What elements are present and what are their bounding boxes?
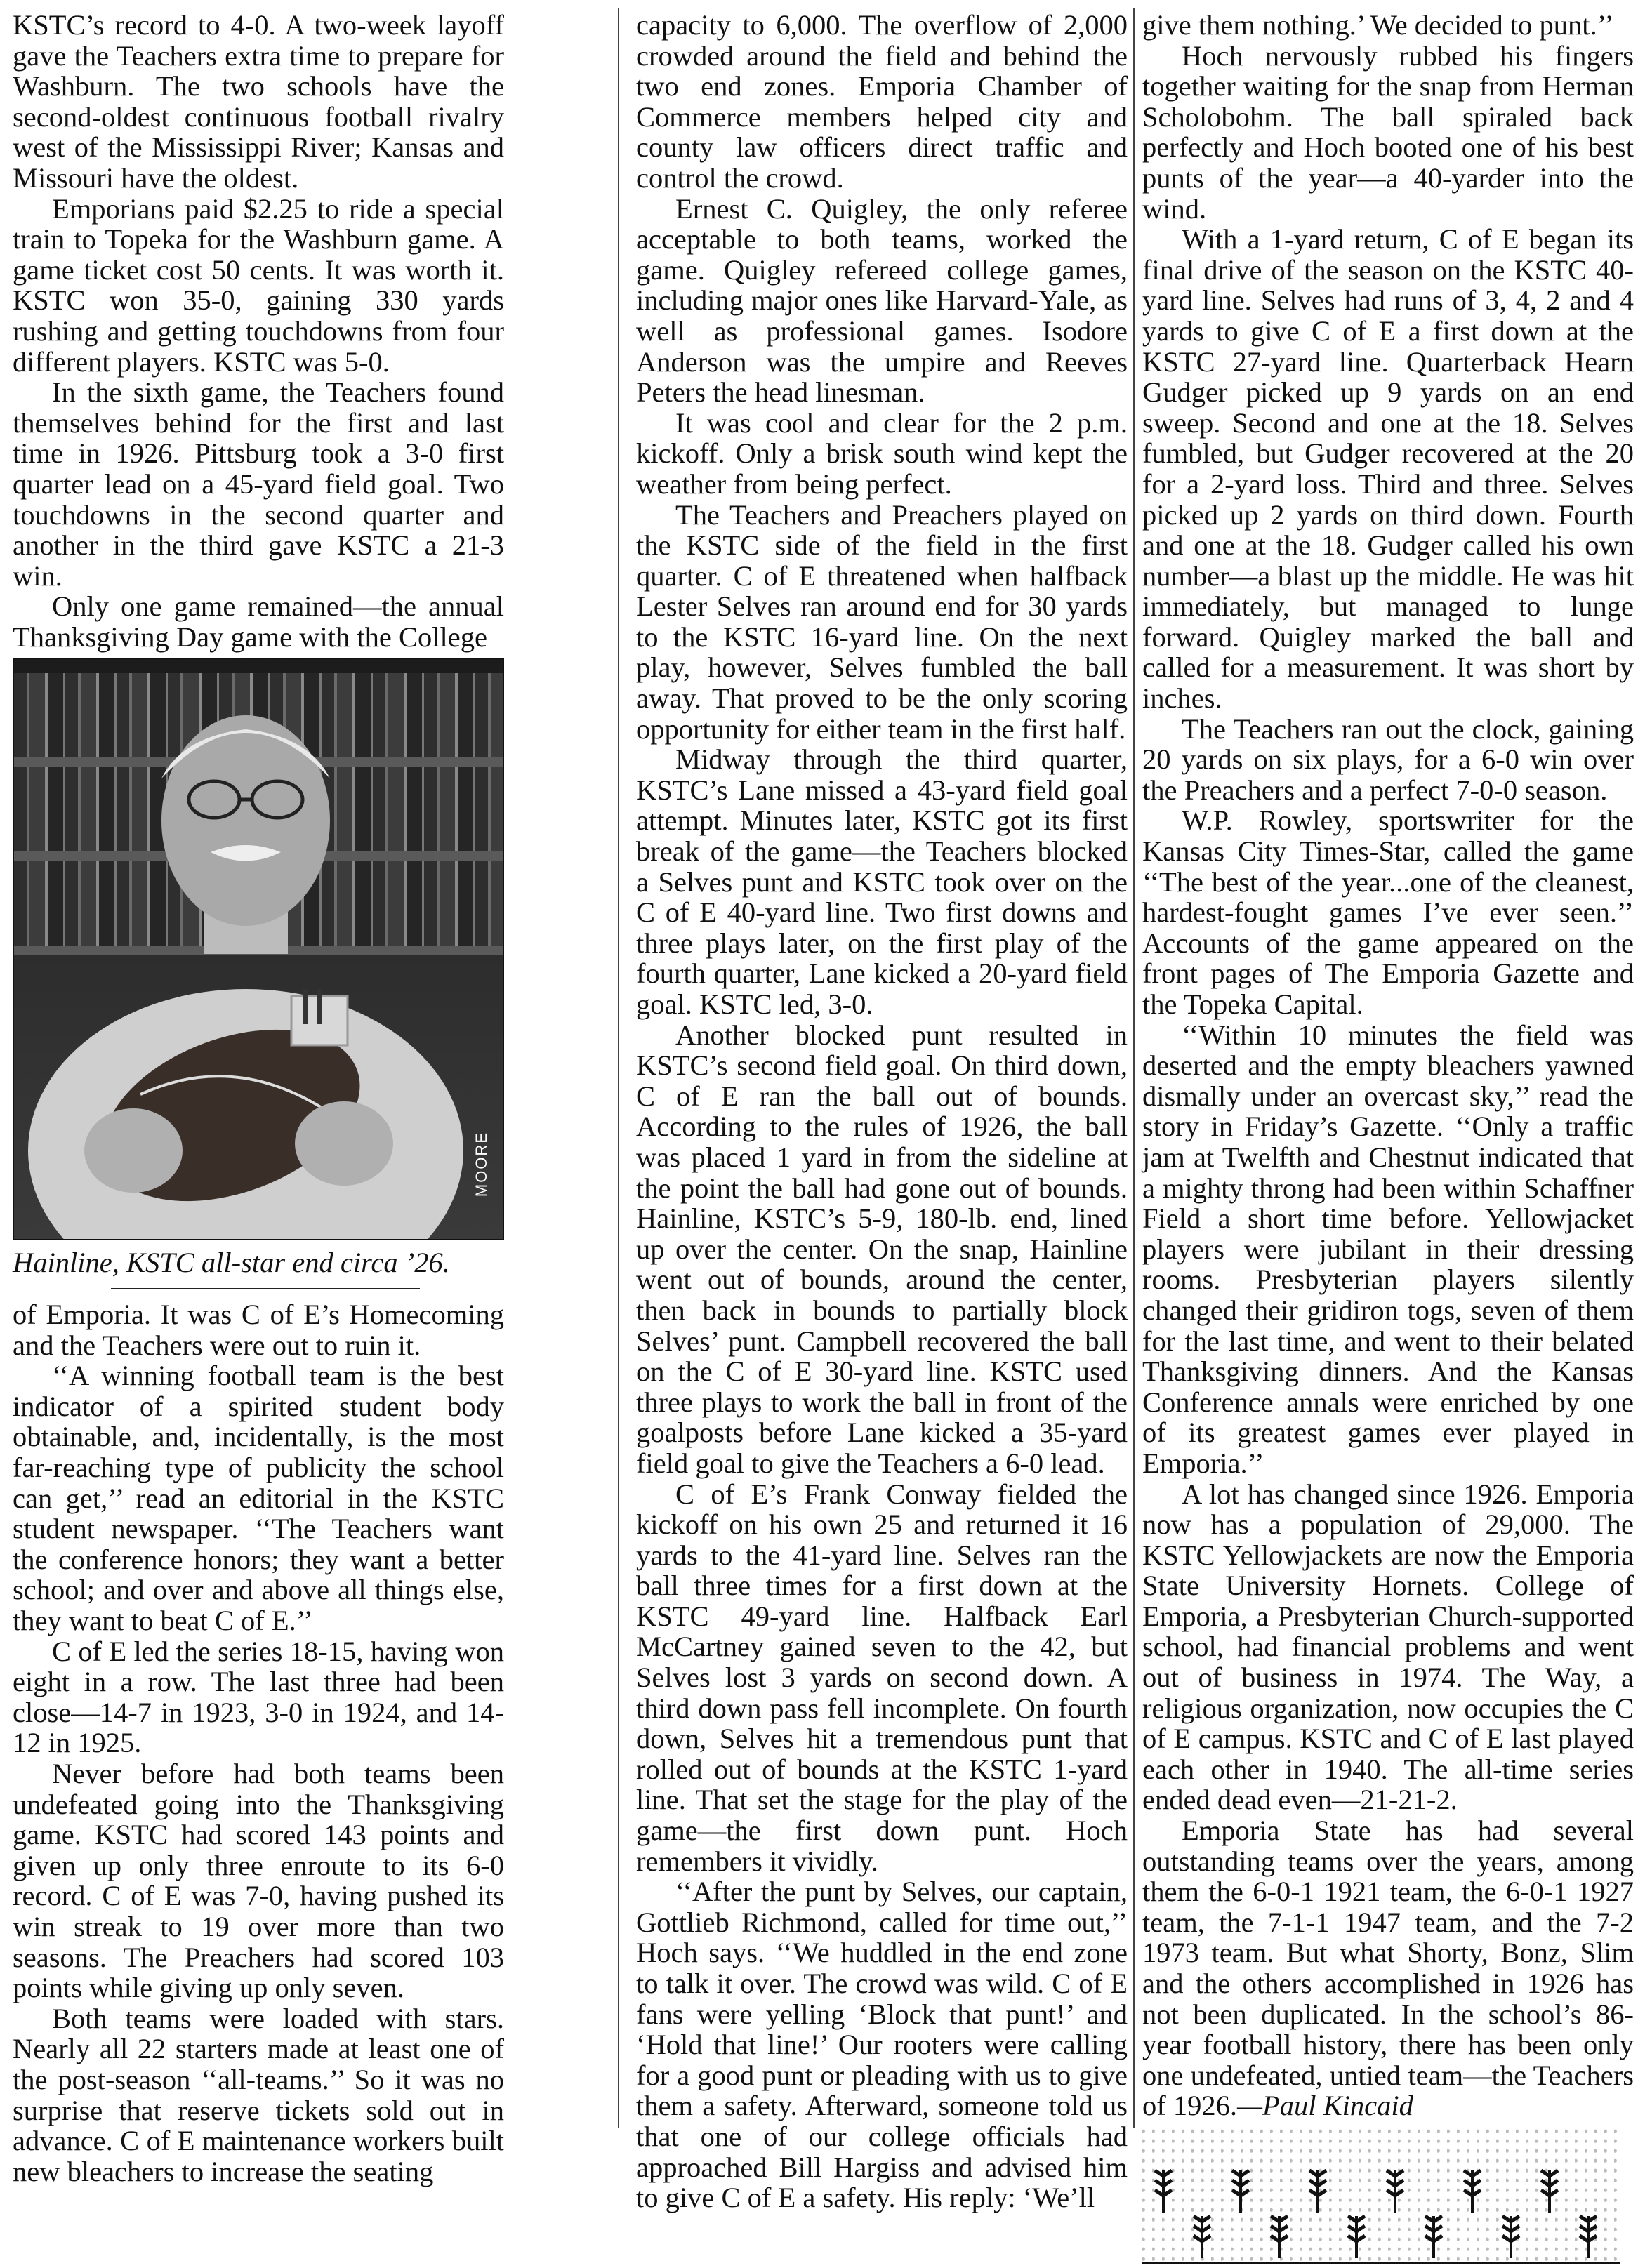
- paragraph: ‘‘A winning football team is the best indicator of a spirited student body obtainable, and, incidentally, is the most far-reaching type of publicity the school can get,’’ read an editorial in the KSTC student newspaper. ‘‘The Teachers want the conference honors; they want a better school; and over and above all things else, they want to beat C of E.’’: [13, 1360, 504, 1636]
- paragraph: ‘‘Within 10 minutes the field was deserted and the empty bleachers yawned dismally under an overcast sky,’’ read the story in Friday’s Gazette. ‘‘Only a traffic jam at Twelfth and Chestnut indicated that a mighty throng had been within Schaffner Field a short time before. Yellowjacket players were jubilant in their dressing rooms. Presbyterian players silently changed their gridiron togs, seven of them for the last time, and went to their belated Thanksgiving dinners. And the Kansas Conference annals were enriched by one of its greatest games ever played in Emporia.’’: [1142, 1019, 1634, 1479]
- paragraph: Emporians paid $2.25 to ride a special train to Topeka for the Washburn game. A game ticket cost 50 cents. It was worth it. KSTC won 35-0, gaining 330 yards rushing and getting touchdowns from four different players. KSTC was 5-0.: [13, 192, 504, 378]
- paragraph: With a 1-yard return, C of E began its final drive of the season on the KSTC 40-yard line. Selves had runs of 3, 4, 2 and 4 yards to give C of E a first down at the KSTC 27-yard line. Quarterback Hearn Gudger picked up 9 yards on an end sweep. Second and one at the 18. Selves fumbled, but Gudger recovered at the 20 for a 2-yard loss. Third and three. Selves picked up 2 yards on third down. Fourth and one at the 18. Gudger called his own number—a blast up the middle. He was hit immediately, but managed to lunge forward. Quigley marked the ball and called for a measurement. It was short by inches.: [1142, 223, 1634, 715]
- paragraph: KSTC’s record to 4-0. A two-week layoff gave the Teachers extra time to prepare for Washburn. The two schools have the second-oldest continuous football rivalry west of the Mississippi River; Kansas and Missouri have the oldest.: [13, 9, 504, 194]
- paragraph: C of E’s Frank Conway fielded the kickoff on his own 25 and returned it 16 yards to the 41-yard line. Selves ran the ball three times for a first down at the KSTC 49-yard line. Halfback Earl McCartney gained seven to the 42, but Selves lost 3 yards on second down. A third down pass fell incomplete. On fourth down, Selves hit a tremendous punt that rolled out of bounds at the KSTC 1-yard line. That set the stage for the play of the game—the first down punt. Hoch remembers it vividly.: [636, 1478, 1128, 1877]
- closing-paragraph-text: Emporia State has had several outstanding teams over the years, among them the 6-0-1 1921 team, the 6-0-1 1927 team, the 7-1-1 1947 team, and the 7-2 1973 team. But what Shorty, Bonz, Slim and the others accomplished in 1926 has not been duplicated. In the school’s 86-year football history, there has been only one undefeated, untied team—the Teachers of 1926.: [1142, 1815, 1634, 2122]
- portrait-photo: [13, 658, 504, 1240]
- paragraph: Another blocked punt resulted in KSTC’s second field goal. On third down, C of E ran the ball out of bounds. According to the rules of 1926, the ball was placed 1 yard in from the sideline at the point the ball had gone out of bounds. Hainline, KSTC’s 5-9, 180-lb. end, lined up over the center. On the snap, Hainline went out of bounds, around the center, then back in bounds to partially block Selves’ punt. Campbell recovered the ball on the C of E 30-yard line. KSTC used three plays to work the ball in front of the goalposts before Lane kicked a 35-yard field goal to give the Teachers a 6-0 lead.: [636, 1019, 1128, 1479]
- paragraph: Both teams were loaded with stars. Nearly all 22 starters made at least one of the post-season ‘‘all-teams.’’ So it was no surprise that reserve tickets sold out in advance. C of E maintenance workers built new bleachers to increase the seating: [13, 2002, 504, 2187]
- paragraph: ‘‘After the punt by Selves, our captain, Gottlieb Richmond, called for time out,’’ Hoch says. ‘‘We huddled in the end zone to talk it over. The crowd was wild. C of E fans were yelling ‘Block that punt!’ and ‘Hold that line!’ Our rooters were calling for a good punt or pleading with us to give them a safety. Afterward, someone told us that one of our college officials had approached Bill Hargiss and advised him to give C of E a safety. His reply: ‘We’ll: [636, 1876, 1128, 2214]
- man-with-football-illustration: [14, 659, 504, 1240]
- photo-credit: MOORE: [473, 1132, 491, 1198]
- paragraph: capacity to 6,000. The overflow of 2,000 crowded around the field and behind the two end zones. Emporia Chamber of Commerce members helped city and county law officers direct traffic and control the crowd.: [636, 9, 1128, 194]
- paragraph: C of E led the series 18-15, having won eight in a row. The last three had been close—14-7 in 1923, 3-0 in 1924, and 14-12 in 1925.: [13, 1635, 504, 1759]
- wheat-icon: [1142, 2128, 1620, 2262]
- paragraph: Never before had both teams been undefeated going into the Thanksgiving game. KSTC had scored 143 points and given up only three enroute to its 6-0 record. C of E was 7-0, having pushed its win streak to 19 over more than two seasons. The Preachers had scored 103 points while giving up only seven.: [13, 1757, 504, 2004]
- column-divider-right: [1133, 8, 1135, 2128]
- paragraph: [1142, 1815, 1634, 2121]
- paragraph: The Teachers ran out the clock, gaining 20 yards on six plays, for a 6-0 win over the Preachers and a perfect 7-0-0 season.: [1142, 712, 1634, 806]
- paragraph: A lot has changed since 1926. Emporia now has a population of 29,000. The KSTC Yellowjackets are now the Emporia State University Hornets. College of Emporia, a Presbyterian Church-supported school, had financial problems and went out of business in 1974. The Way, a religious organization, now occupies the C of E campus. KSTC and C of E last played each other in 1940. The all-time series ended dead even—21-21-2.: [1142, 1478, 1634, 1816]
- column-divider-left: [618, 8, 619, 2128]
- author-byline: —Paul Kincaid: [1237, 2090, 1413, 2122]
- paragraph: Hoch nervously rubbed his fingers together waiting for the snap from Herman Scholobohm. The ball spiraled back perfectly and Hoch booted one of his best punts of the year—a 40-yarder into the wind.: [1142, 39, 1634, 225]
- photo-caption: Hainline, KSTC all-star end circa ’26.: [13, 1247, 450, 1279]
- paragraph: W.P. Rowley, sportswriter for the Kansas City Times-Star, called the game ‘‘The best of the year...one of the cleanest, hardest-fought games I’ve ever seen.’’ Accounts of the game appeared on the front pages of The Emporia Gazette and the Topeka Capital.: [1142, 804, 1634, 1020]
- paragraph: Ernest C. Quigley, the only referee acceptable to both teams, worked the game. Quigley refereed college games, including major ones like Harvard-Yale, as well as professional games. Isodore Anderson was the umpire and Reeves Peters the head linesman.: [636, 192, 1128, 409]
- wheat-end-ornament: [1142, 2128, 1620, 2264]
- paragraph: Only one game remained—the annual Thanksgiving Day game with the College: [13, 590, 504, 653]
- caption-divider: [111, 1288, 420, 1289]
- paragraph: Midway through the third quarter, KSTC’s Lane missed a 43-yard field goal attempt. Minutes later, KSTC got its first break of the game—the Teachers blocked a Selves punt and KSTC took over on the C of E 40-yard line. Two first downs and three plays later, on the first play of the fourth quarter, Lane kicked a 20-yard field goal. KSTC led, 3-0.: [636, 743, 1128, 1020]
- paragraph: give them nothing.’ We decided to punt.’’: [1142, 9, 1614, 41]
- column-2: [636, 10, 1128, 2213]
- paragraph: The Teachers and Preachers played on the KSTC side of the field in the first quarter. C of E threatened when halfback Lester Selves ran around end for 30 yards to the KSTC 16-yard line. On the next play, however, Selves fumbled the ball away. That proved to be the only scoring opportunity for either team in the first half.: [636, 498, 1128, 745]
- paragraph: In the sixth game, the Teachers found themselves behind for the first and last time in 1926. Pittsburg took a 3-0 first quarter lead on a 45-yard field goal. Two touchdowns in the second quarter and another in the third gave KSTC a 21-3 win.: [13, 376, 504, 592]
- paragraph: of Emporia. It was C of E’s Homecoming and the Teachers were out to ruin it.: [13, 1299, 504, 1361]
- column-3: [1142, 10, 1634, 2264]
- column-1: [13, 10, 504, 2187]
- paragraph: It was cool and clear for the 2 p.m. kickoff. Only a brisk south wind kept the weather from being perfect.: [636, 406, 1128, 500]
